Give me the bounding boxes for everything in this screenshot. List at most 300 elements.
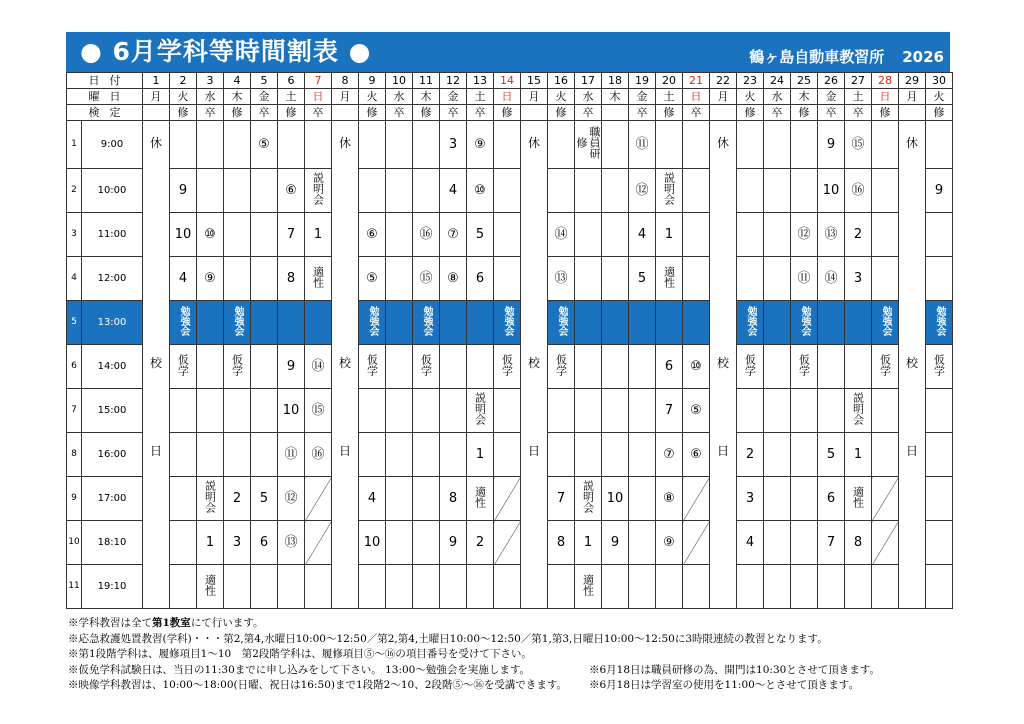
lesson-number: 2 bbox=[224, 477, 251, 521]
lesson-number bbox=[467, 565, 494, 609]
lesson-number bbox=[575, 301, 602, 345]
lesson-label: 仮学 bbox=[554, 353, 568, 376]
weekday-cell: 水 bbox=[197, 89, 224, 105]
kentei-cell: 卒 bbox=[305, 105, 332, 121]
day-cell: 29 bbox=[899, 73, 926, 89]
lesson-cell bbox=[494, 301, 521, 345]
lesson-number bbox=[683, 477, 710, 521]
weekday-cell: 日 bbox=[494, 89, 521, 105]
lesson-number: 4 bbox=[359, 477, 386, 521]
closed-day-label bbox=[143, 121, 169, 608]
lesson-number bbox=[629, 477, 656, 521]
closed-day-char: 日 bbox=[149, 444, 162, 458]
lesson-cell bbox=[575, 477, 602, 521]
lesson-number bbox=[467, 301, 494, 345]
period-row bbox=[67, 433, 953, 477]
lesson-number bbox=[197, 169, 224, 213]
lesson-number bbox=[845, 301, 872, 345]
period-number: 11 bbox=[67, 565, 82, 609]
lesson-number bbox=[872, 213, 899, 257]
lesson-number bbox=[818, 389, 845, 433]
kentei-cell: 修 bbox=[791, 105, 818, 121]
lesson-number: 3 bbox=[845, 257, 872, 301]
closed-day-char bbox=[521, 297, 547, 341]
lesson-label: 勉強会 bbox=[367, 305, 378, 336]
lesson-number bbox=[224, 169, 251, 213]
day-cell: 2 bbox=[170, 73, 197, 89]
period-row bbox=[67, 565, 953, 609]
lesson-number bbox=[791, 389, 818, 433]
lesson-number bbox=[629, 521, 656, 565]
period-number: 6 bbox=[67, 345, 82, 389]
lesson-cell bbox=[575, 121, 602, 169]
closed-day-char: 校 bbox=[149, 356, 162, 370]
kentei-cell: 修 bbox=[494, 105, 521, 121]
day-cell: 12 bbox=[440, 73, 467, 89]
kentei-cell: 卒 bbox=[251, 105, 278, 121]
header-bar bbox=[66, 32, 950, 72]
lesson-number bbox=[926, 521, 953, 565]
lesson-number bbox=[413, 433, 440, 477]
lesson-number bbox=[602, 169, 629, 213]
lesson-number bbox=[926, 257, 953, 301]
kentei-cell: 卒 bbox=[845, 105, 872, 121]
lesson-number: 7 bbox=[278, 213, 305, 257]
closed-day-char bbox=[521, 561, 547, 605]
lesson-cell bbox=[737, 345, 764, 389]
lesson-number bbox=[602, 257, 629, 301]
day-label: 日付 bbox=[67, 73, 143, 89]
closed-day-char bbox=[332, 209, 358, 253]
kentei-cell: 卒 bbox=[683, 105, 710, 121]
lesson-number bbox=[224, 121, 251, 169]
day-cell: 21 bbox=[683, 73, 710, 89]
day-cell: 25 bbox=[791, 73, 818, 89]
lesson-label: 説明会 bbox=[203, 480, 217, 513]
lesson-number: 6 bbox=[656, 345, 683, 389]
lesson-label: 適性 bbox=[581, 573, 595, 596]
period-time: 12:00 bbox=[82, 257, 143, 301]
lesson-number: ⑩ bbox=[197, 213, 224, 257]
period-row bbox=[67, 521, 953, 565]
lesson-number bbox=[359, 433, 386, 477]
lesson-number bbox=[305, 121, 332, 169]
day-cell: 11 bbox=[413, 73, 440, 89]
closed-day-char bbox=[143, 297, 169, 341]
lesson-label: 勉強会 bbox=[502, 305, 513, 336]
closed-day-char bbox=[710, 561, 736, 605]
lesson-number: ⑯ bbox=[845, 169, 872, 213]
kentei-cell bbox=[143, 105, 170, 121]
weekday-cell: 火 bbox=[359, 89, 386, 105]
lesson-cell bbox=[791, 345, 818, 389]
lesson-number: 2 bbox=[467, 521, 494, 565]
lesson-cell bbox=[656, 169, 683, 213]
kentei-cell: 修 bbox=[278, 105, 305, 121]
closed-day-char bbox=[521, 385, 547, 429]
lesson-number bbox=[818, 345, 845, 389]
lesson-number bbox=[305, 521, 332, 565]
lesson-number bbox=[575, 389, 602, 433]
lesson-number bbox=[764, 477, 791, 521]
lesson-number: ⑦ bbox=[656, 433, 683, 477]
closed-day-char bbox=[899, 253, 925, 297]
lesson-label: 適性 bbox=[203, 573, 217, 596]
organization-name bbox=[749, 46, 944, 68]
lesson-number bbox=[737, 169, 764, 213]
lesson-number bbox=[224, 433, 251, 477]
lesson-number bbox=[359, 121, 386, 169]
lesson-number bbox=[629, 565, 656, 609]
lesson-cell bbox=[413, 301, 440, 345]
lesson-number bbox=[386, 121, 413, 169]
lesson-number bbox=[278, 301, 305, 345]
lesson-number bbox=[602, 121, 629, 169]
lesson-number: ⑨ bbox=[656, 521, 683, 565]
lesson-number: ⑭ bbox=[548, 213, 575, 257]
closed-day-char bbox=[143, 473, 169, 517]
closed-day-char: 日 bbox=[905, 444, 918, 458]
lesson-number: 9 bbox=[602, 521, 629, 565]
kentei-cell bbox=[602, 105, 629, 121]
lesson-number bbox=[440, 433, 467, 477]
kentei-cell: 修 bbox=[359, 105, 386, 121]
note-text: ※仮免学科試験日は、当日の11:30までに申し込みをして下さい。 13:00～勉強会を実施します。 bbox=[68, 663, 531, 676]
lesson-number bbox=[251, 565, 278, 609]
lesson-number bbox=[548, 389, 575, 433]
period-row bbox=[67, 477, 953, 521]
lesson-number bbox=[386, 477, 413, 521]
note-line bbox=[68, 678, 948, 694]
lesson-label: 適性 bbox=[662, 265, 676, 288]
lesson-label: 勉強会 bbox=[745, 305, 756, 336]
day-cell: 20 bbox=[656, 73, 683, 89]
lesson-number: 1 bbox=[656, 213, 683, 257]
closed-day-char bbox=[332, 165, 358, 209]
closed-day-char bbox=[521, 253, 547, 297]
lesson-number: ⑮ bbox=[845, 121, 872, 169]
lesson-number: ⑥ bbox=[359, 213, 386, 257]
lesson-number bbox=[494, 521, 521, 565]
lesson-label: 勉強会 bbox=[934, 305, 945, 336]
closed-day-char bbox=[521, 517, 547, 561]
lesson-number bbox=[251, 213, 278, 257]
weekday-cell: 木 bbox=[413, 89, 440, 105]
weekday-cell: 水 bbox=[575, 89, 602, 105]
lesson-number bbox=[764, 121, 791, 169]
lesson-number: 9 bbox=[170, 169, 197, 213]
day-cell: 16 bbox=[548, 73, 575, 89]
lesson-number bbox=[764, 169, 791, 213]
lesson-label: 説明会 bbox=[473, 392, 487, 425]
lesson-number: 1 bbox=[845, 433, 872, 477]
kentei-cell: 修 bbox=[170, 105, 197, 121]
period-number: 1 bbox=[67, 121, 82, 169]
lesson-number bbox=[764, 565, 791, 609]
lesson-number bbox=[494, 213, 521, 257]
weekday-cell: 月 bbox=[332, 89, 359, 105]
lesson-number bbox=[602, 213, 629, 257]
closed-day-label bbox=[332, 121, 358, 608]
lesson-number bbox=[656, 121, 683, 169]
lesson-number bbox=[737, 389, 764, 433]
lesson-number: 10 bbox=[359, 521, 386, 565]
lesson-number: 4 bbox=[440, 169, 467, 213]
lesson-number bbox=[791, 121, 818, 169]
day-cell: 3 bbox=[197, 73, 224, 89]
lesson-label: 仮学 bbox=[500, 353, 514, 376]
lesson-label: 勉強会 bbox=[799, 305, 810, 336]
period-row bbox=[67, 257, 953, 301]
lesson-number: ⑫ bbox=[278, 477, 305, 521]
lesson-number bbox=[764, 521, 791, 565]
note-emphasis: 第1教室 bbox=[152, 617, 191, 629]
lesson-number bbox=[791, 521, 818, 565]
period-time: 14:00 bbox=[82, 345, 143, 389]
weekday-cell: 火 bbox=[170, 89, 197, 105]
lesson-number: 5 bbox=[251, 477, 278, 521]
lesson-label: 職員研修 bbox=[575, 126, 601, 159]
lesson-number: ⑪ bbox=[278, 433, 305, 477]
closed-day-char bbox=[521, 473, 547, 517]
lesson-number bbox=[386, 257, 413, 301]
closed-day-char bbox=[332, 297, 358, 341]
lesson-number: ⑨ bbox=[467, 121, 494, 169]
lesson-number bbox=[251, 389, 278, 433]
lesson-number: 10 bbox=[170, 213, 197, 257]
lesson-number: 1 bbox=[305, 213, 332, 257]
lesson-number bbox=[872, 477, 899, 521]
notes bbox=[68, 616, 948, 694]
lesson-number: 10 bbox=[278, 389, 305, 433]
page-title: ● 6月学科等時間割表 ● bbox=[80, 37, 372, 66]
closed-day-char bbox=[710, 209, 736, 253]
kentei-cell: 修 bbox=[926, 105, 953, 121]
lesson-label: 適性 bbox=[311, 265, 325, 288]
note-line bbox=[68, 632, 948, 648]
closed-day-char bbox=[332, 473, 358, 517]
lesson-number bbox=[548, 169, 575, 213]
lesson-number: ⑨ bbox=[197, 257, 224, 301]
closed-day-char bbox=[899, 517, 925, 561]
note-text-end: にて行います。 bbox=[190, 617, 264, 629]
lesson-cell bbox=[197, 477, 224, 521]
period-number: 2 bbox=[67, 169, 82, 213]
lesson-number bbox=[413, 169, 440, 213]
period-number: 3 bbox=[67, 213, 82, 257]
closed-day-char bbox=[332, 517, 358, 561]
lesson-number: 7 bbox=[656, 389, 683, 433]
lesson-number bbox=[440, 565, 467, 609]
lesson-number bbox=[197, 121, 224, 169]
lesson-number bbox=[494, 169, 521, 213]
weekday-cell: 月 bbox=[899, 89, 926, 105]
kentei-cell bbox=[521, 105, 548, 121]
lesson-number bbox=[386, 213, 413, 257]
lesson-number bbox=[494, 477, 521, 521]
lesson-number bbox=[872, 433, 899, 477]
lesson-number: 6 bbox=[251, 521, 278, 565]
kentei-cell: 卒 bbox=[197, 105, 224, 121]
kentei-cell: 卒 bbox=[386, 105, 413, 121]
weekday-cell: 日 bbox=[683, 89, 710, 105]
lesson-number bbox=[656, 301, 683, 345]
lesson-number bbox=[683, 565, 710, 609]
lesson-number bbox=[548, 433, 575, 477]
closed-day-char bbox=[143, 209, 169, 253]
closed-day-column bbox=[710, 121, 737, 609]
day-cell: 5 bbox=[251, 73, 278, 89]
lesson-number: ⑭ bbox=[818, 257, 845, 301]
lesson-number: ⑭ bbox=[305, 345, 332, 389]
lesson-number bbox=[170, 565, 197, 609]
lesson-number bbox=[278, 565, 305, 609]
weekday-cell: 木 bbox=[224, 89, 251, 105]
lesson-cell bbox=[926, 345, 953, 389]
lesson-number bbox=[683, 301, 710, 345]
lesson-number bbox=[872, 389, 899, 433]
lesson-number bbox=[683, 521, 710, 565]
weekday-cell: 火 bbox=[548, 89, 575, 105]
day-cell: 28 bbox=[872, 73, 899, 89]
lesson-number: 3 bbox=[224, 521, 251, 565]
lesson-cell bbox=[656, 257, 683, 301]
closed-day-char: 休 bbox=[338, 136, 351, 150]
lesson-number: ⑦ bbox=[440, 213, 467, 257]
closed-day-column bbox=[521, 121, 548, 609]
kentei-cell: 修 bbox=[656, 105, 683, 121]
lesson-number bbox=[629, 301, 656, 345]
lesson-number bbox=[440, 301, 467, 345]
day-cell: 14 bbox=[494, 73, 521, 89]
lesson-number bbox=[764, 389, 791, 433]
lesson-number bbox=[197, 389, 224, 433]
lesson-label: 勉強会 bbox=[232, 305, 243, 336]
weekday-cell: 月 bbox=[143, 89, 170, 105]
closed-day-char bbox=[899, 165, 925, 209]
kentei-cell bbox=[332, 105, 359, 121]
kentei-cell bbox=[899, 105, 926, 121]
lesson-number bbox=[413, 477, 440, 521]
weekday-cell: 水 bbox=[764, 89, 791, 105]
lesson-number: ⑥ bbox=[683, 433, 710, 477]
lesson-number bbox=[629, 345, 656, 389]
lesson-cell bbox=[170, 301, 197, 345]
closed-day-char bbox=[899, 209, 925, 253]
lesson-number bbox=[413, 565, 440, 609]
kentei-cell: 修 bbox=[737, 105, 764, 121]
closed-day-char: 休 bbox=[527, 136, 540, 150]
lesson-number bbox=[737, 213, 764, 257]
day-cell: 9 bbox=[359, 73, 386, 89]
note-side: ※6月18日は職員研修の為、開門は10:30とさせて頂きます。 bbox=[589, 663, 880, 676]
lesson-cell bbox=[548, 301, 575, 345]
day-cell: 27 bbox=[845, 73, 872, 89]
lesson-cell bbox=[845, 477, 872, 521]
lesson-number bbox=[548, 121, 575, 169]
lesson-number bbox=[251, 433, 278, 477]
period-time: 13:00 bbox=[82, 301, 143, 345]
note-line bbox=[68, 616, 948, 632]
lesson-number: ⑫ bbox=[791, 213, 818, 257]
lesson-number bbox=[386, 433, 413, 477]
lesson-number bbox=[305, 565, 332, 609]
lesson-cell bbox=[359, 301, 386, 345]
closed-day-char bbox=[521, 209, 547, 253]
kentei-cell bbox=[710, 105, 737, 121]
lesson-cell bbox=[467, 389, 494, 433]
lesson-label: 仮学 bbox=[878, 353, 892, 376]
note-line bbox=[68, 663, 948, 679]
lesson-number bbox=[575, 345, 602, 389]
lesson-number: ⑬ bbox=[548, 257, 575, 301]
lesson-label: 仮学 bbox=[743, 353, 757, 376]
closed-day-char bbox=[710, 165, 736, 209]
closed-day-char bbox=[332, 561, 358, 605]
weekday-cell: 火 bbox=[926, 89, 953, 105]
school-name: 鶴ヶ島自動車教習所 bbox=[749, 48, 885, 66]
lesson-number bbox=[224, 565, 251, 609]
lesson-number bbox=[683, 169, 710, 213]
lesson-number bbox=[764, 257, 791, 301]
lesson-number bbox=[791, 433, 818, 477]
closed-day-char bbox=[143, 561, 169, 605]
lesson-number: ⑬ bbox=[818, 213, 845, 257]
lesson-number: 1 bbox=[575, 521, 602, 565]
day-cell: 26 bbox=[818, 73, 845, 89]
lesson-number: 8 bbox=[440, 477, 467, 521]
lesson-number bbox=[494, 121, 521, 169]
lesson-number bbox=[575, 213, 602, 257]
lesson-number bbox=[494, 433, 521, 477]
lesson-number bbox=[791, 565, 818, 609]
lesson-number bbox=[278, 121, 305, 169]
lesson-number: 4 bbox=[629, 213, 656, 257]
kentei-cell: 修 bbox=[413, 105, 440, 121]
lesson-number: 2 bbox=[845, 213, 872, 257]
lesson-cell bbox=[548, 345, 575, 389]
lesson-label: 仮学 bbox=[932, 353, 946, 376]
lesson-number: ⑪ bbox=[629, 121, 656, 169]
lesson-number bbox=[224, 257, 251, 301]
lesson-number bbox=[575, 169, 602, 213]
kentei-cell: 卒 bbox=[818, 105, 845, 121]
lesson-number bbox=[845, 345, 872, 389]
lesson-label: 説明会 bbox=[311, 172, 325, 205]
lesson-number: ⑯ bbox=[305, 433, 332, 477]
lesson-label: 仮学 bbox=[365, 353, 379, 376]
weekday-cell: 土 bbox=[467, 89, 494, 105]
closed-day-label bbox=[521, 121, 547, 608]
period-number: 9 bbox=[67, 477, 82, 521]
lesson-number bbox=[251, 257, 278, 301]
lesson-number bbox=[764, 213, 791, 257]
weekday-cell: 月 bbox=[710, 89, 737, 105]
lesson-number bbox=[251, 301, 278, 345]
closed-day-char bbox=[143, 253, 169, 297]
closed-day-label bbox=[710, 121, 736, 608]
note-text: ※学科教習は全て bbox=[68, 617, 152, 629]
closed-day-char bbox=[710, 473, 736, 517]
period-row bbox=[67, 169, 953, 213]
kentei-row bbox=[67, 105, 953, 121]
lesson-number: ⑩ bbox=[683, 345, 710, 389]
period-row bbox=[67, 345, 953, 389]
closed-day-char bbox=[710, 253, 736, 297]
weekday-cell: 金 bbox=[251, 89, 278, 105]
lesson-number bbox=[629, 389, 656, 433]
lesson-number bbox=[548, 565, 575, 609]
